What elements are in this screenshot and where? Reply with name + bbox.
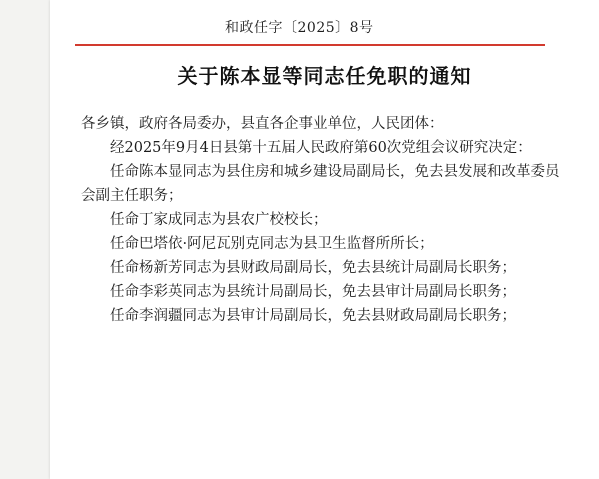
appointment-item: 任命巴塔依·阿尼瓦别克同志为县卫生监督所所长；	[110, 236, 434, 252]
document-body	[81, 112, 561, 328]
appointment-item: 任命李润疆同志为县审计局副局长，免去县财政局副局长职务；	[110, 308, 516, 324]
document-title: 关于陈本显等同志任免职的通知	[177, 64, 472, 88]
appointment-item: 任命丁家成同志为县农广校校长；	[110, 212, 328, 228]
salutation: 各乡镇，政府各局委办，县直各企事业单位，人民团体：	[81, 116, 444, 132]
document-page	[50, 0, 599, 479]
appointment-item: 任命杨新芳同志为县财政局副局长，免去县统计局副局长职务；	[110, 260, 516, 276]
document-number: 和政任字〔2025〕8号	[225, 20, 374, 36]
appointment-item: 任命陈本显同志为县住房和城乡建设局副局长，免去县发展和改革委员会副主任职务；	[81, 164, 560, 204]
red-separator-line	[75, 44, 545, 46]
intro-paragraph: 经2025年9月4日县第十五届人民政府第60次党组会议研究决定：	[110, 140, 532, 156]
appointment-item: 任命李彩英同志为县统计局副局长，免去县审计局副局长职务；	[110, 284, 516, 300]
